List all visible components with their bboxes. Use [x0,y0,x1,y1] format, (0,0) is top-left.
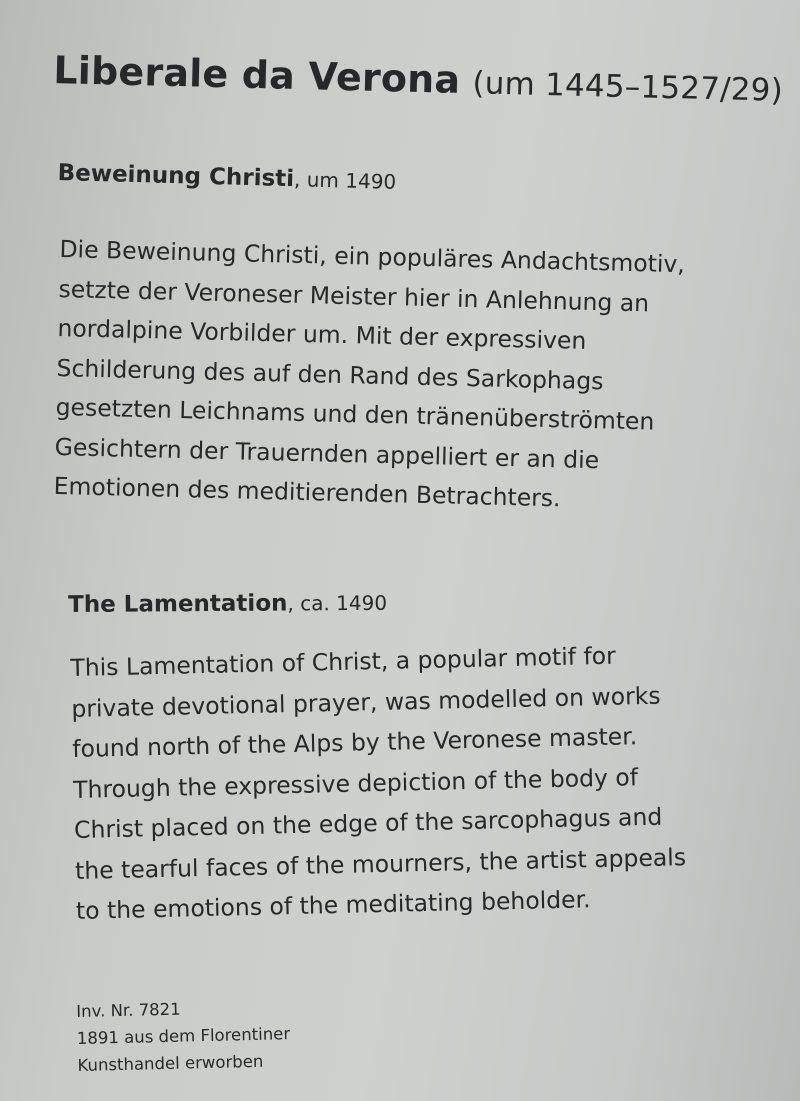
english-line: the tearful faces of the mourners, the artist appeals [74,842,687,885]
german-line: Gesichtern der Trauernden appelliert er an die [54,432,600,474]
german-line: setzte der Veroneser Meister hier in Anlehnung an [58,274,650,317]
english-line: Through the expressive depiction of the body of [72,762,639,804]
inventory-info [76,993,291,1079]
english-line: to the emotions of the meditating beholder. [75,885,591,925]
artist-heading [53,48,784,110]
english-title-date: , ca. 1490 [287,590,388,616]
english-line: private devotional prayer, was modelled on works [71,681,661,723]
german-description [53,230,685,522]
german-line: Emotionen des meditierenden Betrachters. [53,471,561,513]
english-line: found north of the Alps by the Veronese master. [71,722,638,763]
german-line: nordalpine Vorbilder um. Mit der expressiven [57,313,587,355]
german-line: gesetzten Leichnams und den tränenüberströmten [55,392,655,436]
english-title-text: The Lamentation [68,590,288,618]
english-line: This Lamentation of Christ, a popular motif for [70,641,617,682]
acquisition-line: 1891 aus dem Florentiner [76,1024,291,1048]
artist-dates: (um 1445–1527/29) [472,65,784,109]
english-title [68,590,387,618]
artist-name: Liberale da Verona [52,48,461,102]
german-title-date: , um 1490 [293,167,397,194]
german-line: Schilderung des auf den Rand des Sarkophags [56,353,604,395]
inventory-number: Inv. Nr. 7821 [76,999,181,1021]
acquisition-line: Kunsthandel erworben [77,1051,264,1075]
english-line: Christ placed on the edge of the sarcophagus and [73,802,663,844]
german-line: Die Beweinung Christi, ein populäres Andachtsmotiv, [59,234,686,279]
german-title [57,160,396,195]
english-description [70,634,687,931]
german-title-text: Beweinung Christi [57,160,295,193]
